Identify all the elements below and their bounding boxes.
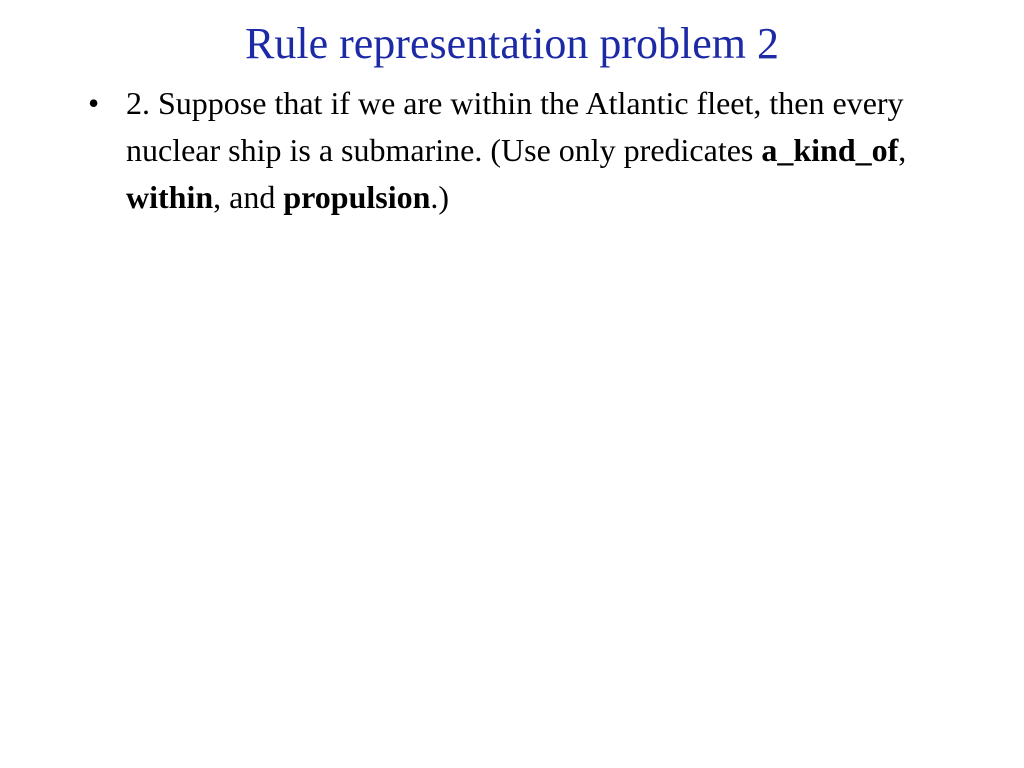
bullet-text: 2. Suppose that if we are within the Atlantic fleet, then every nuclear ship is a submarine. (Use only predicates	[126, 85, 904, 168]
predicate-a-kind-of: a_kind_of	[761, 132, 899, 168]
bullet-list	[88, 80, 948, 221]
bullet-end: .)	[430, 179, 450, 215]
separator-1: ,	[898, 132, 907, 168]
slide-title: Rule representation problem 2	[245, 19, 779, 68]
bullet-item	[88, 80, 948, 221]
separator-2: , and	[213, 179, 284, 215]
bullet-marker: •	[88, 85, 100, 121]
predicate-within: within	[126, 179, 214, 215]
predicate-propulsion: propulsion	[283, 179, 431, 215]
